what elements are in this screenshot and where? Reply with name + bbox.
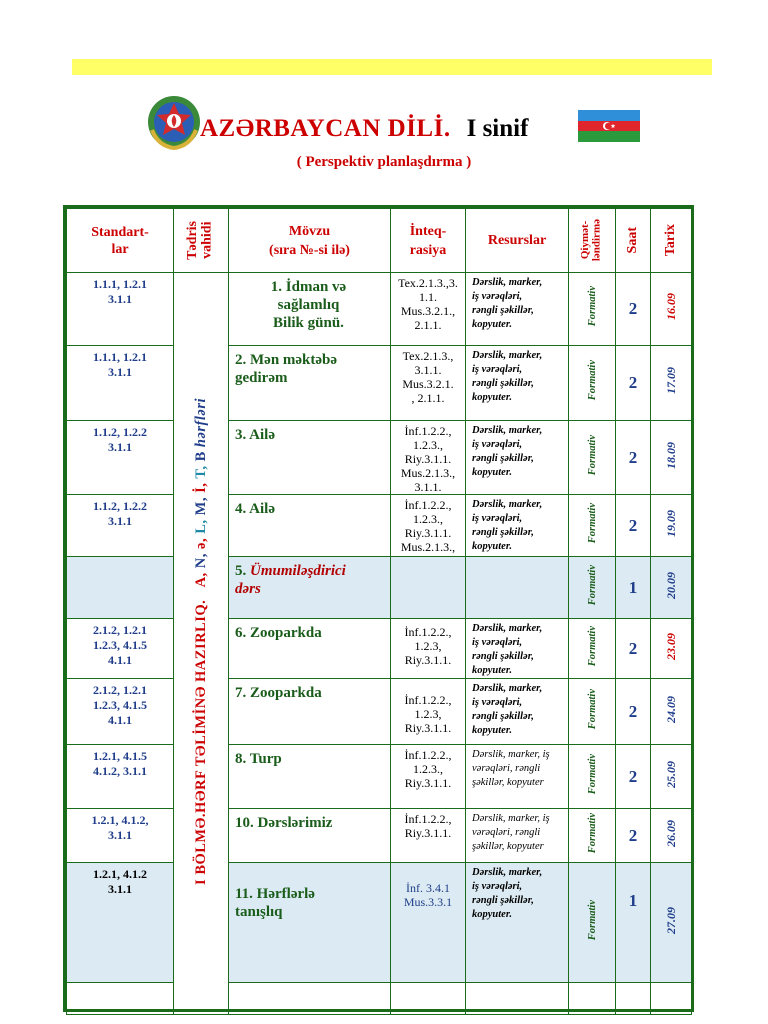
assessment-text: Formativ bbox=[586, 360, 598, 401]
date-text: 27.09 bbox=[663, 906, 678, 934]
unit-part-text: I BÖLMƏ. bbox=[192, 812, 209, 885]
resources-text: Dərslik, marker, iş vərəqləri, rəngli şəkillər, kopyuter bbox=[472, 813, 550, 852]
table-row bbox=[67, 421, 692, 495]
document-title bbox=[200, 115, 528, 143]
date-cell bbox=[651, 679, 692, 745]
unit-letter: L, bbox=[192, 518, 209, 538]
integration-text: İnf.1.2.2., Riy.3.1.1. bbox=[404, 812, 452, 840]
empty-cell bbox=[466, 983, 569, 1015]
standards-text: 1.2.1, 4.1.2, 3.1.1 bbox=[91, 813, 149, 842]
empty-cell bbox=[616, 983, 651, 1015]
unit-letter: ə, bbox=[192, 537, 209, 553]
topic-text: 7. Zooparkda bbox=[235, 685, 322, 701]
standards-text: 1.1.1, 1.2.1 3.1.1 bbox=[93, 350, 147, 379]
integration-text: İnf.1.2.2., 1.2.3, Riy.3.1.1. bbox=[404, 693, 452, 735]
resources-text: Dərslik, marker, iş vərəqləri, rəngli şəkillər, kopyuter. bbox=[472, 623, 543, 676]
date-text: 16.09 bbox=[663, 293, 678, 320]
topic-text: 10. Dərslərimiz bbox=[235, 815, 333, 831]
integration-text: Tex.2.1.3.,3. 1.1. Mus.3.2.1., 2.1.1. bbox=[398, 276, 458, 332]
topic-cell bbox=[229, 809, 391, 863]
azerbaijan-emblem-icon bbox=[146, 94, 202, 150]
resources-cell bbox=[466, 619, 569, 679]
table-row bbox=[67, 495, 692, 557]
top-highlight-bar bbox=[72, 59, 712, 75]
integration-text: İnf.1.2.2., 1.2.3, Riy.3.1.1. bbox=[404, 625, 452, 667]
standards-text: 1.1.2, 1.2.2 3.1.1 bbox=[93, 425, 147, 454]
assessment-text: Formativ bbox=[586, 688, 598, 730]
header-date bbox=[651, 209, 692, 273]
hours-cell: 2 bbox=[616, 679, 651, 745]
date-text: 24.09 bbox=[663, 695, 678, 723]
standards-text: 1.1.1, 1.2.1 3.1.1 bbox=[93, 277, 147, 306]
integration-text: İnf.1.2.2., 1.2.3., Riy.3.1.1. Mus.2.1.3., bbox=[400, 498, 456, 554]
topic-text: Ümumiləşdirici dərs bbox=[235, 563, 346, 597]
topic-cell bbox=[229, 863, 391, 983]
date-text: 20.09 bbox=[663, 571, 678, 599]
unit-letter: A, bbox=[192, 571, 209, 587]
header-date-text: Tarix bbox=[662, 224, 678, 257]
integration-cell bbox=[391, 809, 466, 863]
assessment-text: Formativ bbox=[586, 502, 598, 544]
topic-cell bbox=[229, 495, 391, 557]
standards-cell bbox=[67, 273, 174, 346]
integration-cell bbox=[391, 863, 466, 983]
header-standards bbox=[67, 209, 174, 273]
assessment-text: Formativ bbox=[586, 286, 598, 327]
topic-text: 4. Ailə bbox=[235, 501, 275, 517]
hours-cell: 2 bbox=[616, 273, 651, 346]
unit-letter: N, bbox=[192, 552, 209, 572]
date-cell bbox=[651, 863, 692, 983]
assessment-cell bbox=[569, 863, 616, 983]
standards-cell bbox=[67, 421, 174, 495]
empty-cell bbox=[67, 983, 174, 1015]
assessment-text: Formativ bbox=[586, 753, 598, 795]
resources-cell bbox=[466, 745, 569, 809]
empty-cell bbox=[651, 983, 692, 1015]
resources-text: Dərslik, marker, iş vərəqləri, rəngli şəkillər, kopyuter. bbox=[472, 499, 543, 552]
standards-cell bbox=[67, 557, 174, 619]
resources-text: Dərslik, marker, iş vərəqləri, rəngli şəkillər, kopyuter. bbox=[472, 867, 543, 920]
date-text: 25.09 bbox=[663, 760, 678, 788]
standards-text: 1.2.1, 4.1.5 4.1.2, 3.1.1 bbox=[93, 749, 147, 778]
hours-cell: 2 bbox=[616, 809, 651, 863]
topic-cell bbox=[229, 679, 391, 745]
hours-cell: 1 bbox=[616, 557, 651, 619]
unit-cell bbox=[174, 273, 229, 1015]
unit-preparation-text: HƏRF TƏLİMİNƏ HAZIRLIQ. bbox=[192, 599, 209, 813]
assessment-cell bbox=[569, 557, 616, 619]
integration-cell bbox=[391, 745, 466, 809]
date-text: 18.09 bbox=[663, 441, 678, 469]
header-hours-text: Saat bbox=[624, 227, 640, 254]
hours-cell: 2 bbox=[616, 421, 651, 495]
azerbaijan-flag-icon bbox=[578, 110, 640, 142]
table-row bbox=[67, 557, 692, 619]
date-cell bbox=[651, 745, 692, 809]
plan-table-frame bbox=[63, 205, 694, 1012]
resources-text: Dərslik, marker, iş vərəqləri, rəngli şəkillər, kopyuter bbox=[472, 749, 550, 788]
assessment-cell bbox=[569, 273, 616, 346]
topic-text: 3. Ailə bbox=[235, 427, 275, 443]
integration-cell bbox=[391, 495, 466, 557]
topic-cell bbox=[229, 421, 391, 495]
empty-cell bbox=[229, 983, 391, 1015]
document-subtitle: ( Perspektiv planlaşdırma ) bbox=[296, 154, 472, 170]
integration-text: İnf.1.2.2., 1.2.3., Riy.3.1.1. Mus.2.1.3., 3.1.1. bbox=[400, 424, 456, 494]
assessment-text: Formativ bbox=[586, 434, 598, 476]
assessment-cell bbox=[569, 745, 616, 809]
empty-cell bbox=[569, 983, 616, 1015]
topic-text: 8. Turp bbox=[235, 751, 282, 767]
table-row bbox=[67, 745, 692, 809]
integration-text: İnf. 3.4.1 Mus.3.3.1 bbox=[403, 881, 453, 909]
unit-title bbox=[193, 398, 210, 885]
unit-letters-suffix: hərfləri bbox=[192, 397, 209, 451]
standards-cell bbox=[67, 745, 174, 809]
standards-cell bbox=[67, 346, 174, 421]
resources-cell bbox=[466, 679, 569, 745]
standards-text: 2.1.2, 1.2.1 1.2.3, 4.1.5 4.1.1 bbox=[93, 683, 147, 727]
header-resources-text: Resurslar bbox=[487, 232, 547, 248]
integration-cell bbox=[391, 557, 466, 619]
standards-text: 1.2.1, 4.1.2 3.1.1 bbox=[93, 867, 147, 896]
assessment-cell bbox=[569, 421, 616, 495]
topic-text: 1. İdman və sağlamlıq Bilik günü. bbox=[270, 279, 347, 331]
hours-cell: 2 bbox=[616, 745, 651, 809]
date-cell bbox=[651, 619, 692, 679]
header-hours bbox=[616, 209, 651, 273]
table-row bbox=[67, 273, 692, 346]
header-unit bbox=[174, 209, 229, 273]
assessment-cell bbox=[569, 495, 616, 557]
integration-cell bbox=[391, 346, 466, 421]
resources-cell bbox=[466, 809, 569, 863]
assessment-text: Formativ bbox=[586, 812, 598, 854]
standards-cell bbox=[67, 863, 174, 983]
integration-cell bbox=[391, 273, 466, 346]
header-standards-text: Standart- lar bbox=[91, 224, 149, 257]
date-text: 26.09 bbox=[663, 819, 678, 847]
header-integration-text: İnteq- rasiya bbox=[409, 223, 447, 258]
resources-text: Dərslik, marker, iş vərəqləri, rəngli şəkillər, kopyuter. bbox=[472, 683, 543, 736]
date-cell bbox=[651, 421, 692, 495]
hours-cell: 2 bbox=[616, 619, 651, 679]
topic-number: 5. bbox=[235, 563, 247, 579]
table-row bbox=[67, 346, 692, 421]
integration-cell bbox=[391, 679, 466, 745]
empty-cell bbox=[391, 983, 466, 1015]
date-cell bbox=[651, 557, 692, 619]
integration-cell bbox=[391, 421, 466, 495]
resources-text: Dərslik, marker, iş vərəqləri, rəngli şəkillər, kopyuter. bbox=[472, 277, 543, 330]
unit-letter: İ, bbox=[192, 482, 209, 497]
integration-cell bbox=[391, 619, 466, 679]
assessment-cell bbox=[569, 619, 616, 679]
resources-cell bbox=[466, 863, 569, 983]
title-subject: AZƏRBAYCAN DİLİ. bbox=[200, 115, 451, 142]
unit-letter: B bbox=[192, 450, 209, 466]
header-topic-text: Mövzu (sıra №-si ilə) bbox=[269, 223, 350, 258]
table-row bbox=[67, 809, 692, 863]
topic-cell bbox=[229, 745, 391, 809]
integration-text: Tex.2.1.3., 3.1.1. Mus.3.2.1. , 2.1.1. bbox=[402, 349, 454, 405]
resources-cell bbox=[466, 495, 569, 557]
header-unit-text: Tədris vahidi bbox=[185, 221, 215, 260]
date-text: 17.09 bbox=[663, 367, 678, 394]
header-assessment bbox=[569, 209, 616, 273]
header-topic bbox=[229, 209, 391, 273]
topic-cell bbox=[229, 557, 391, 619]
standards-cell bbox=[67, 809, 174, 863]
unit-letter: T, bbox=[192, 465, 209, 483]
date-cell bbox=[651, 495, 692, 557]
resources-cell bbox=[466, 273, 569, 346]
table-row bbox=[67, 679, 692, 745]
assessment-text: Formativ bbox=[586, 564, 598, 606]
topic-cell bbox=[229, 273, 391, 346]
date-cell bbox=[651, 809, 692, 863]
table-row bbox=[67, 863, 692, 983]
unit-letter: M, bbox=[192, 496, 209, 519]
standards-cell bbox=[67, 679, 174, 745]
table-row bbox=[67, 619, 692, 679]
standards-cell bbox=[67, 495, 174, 557]
resources-text: Dərslik, marker, iş vərəqləri, rəngli şəkillər, kopyuter. bbox=[472, 425, 543, 478]
plan-table bbox=[66, 208, 692, 1015]
assessment-cell bbox=[569, 346, 616, 421]
header-integration bbox=[391, 209, 466, 273]
hours-cell: 2 bbox=[616, 346, 651, 421]
header-resources bbox=[466, 209, 569, 273]
standards-text: 2.1.2, 1.2.1 1.2.3, 4.1.5 4.1.1 bbox=[93, 623, 147, 667]
title-grade: I sinif bbox=[466, 115, 529, 142]
topic-cell bbox=[229, 619, 391, 679]
integration-text: İnf.1.2.2., 1.2.3., Riy.3.1.1. bbox=[404, 748, 452, 790]
assessment-cell bbox=[569, 809, 616, 863]
date-text: 23.09 bbox=[663, 632, 678, 660]
topic-text: 6. Zooparkda bbox=[235, 625, 322, 641]
topic-text: 2. Mən məktəbə gedirəm bbox=[235, 352, 338, 386]
resources-cell bbox=[466, 557, 569, 619]
assessment-cell bbox=[569, 679, 616, 745]
header-assessment-text: Qiymət- ləndirmə bbox=[579, 219, 603, 262]
date-text: 19.09 bbox=[663, 509, 678, 537]
hours-cell: 1 bbox=[616, 863, 651, 983]
topic-text: 11. Hərflərlə tanışlıq bbox=[235, 886, 315, 920]
assessment-text: Formativ bbox=[586, 625, 598, 667]
assessment-text: Formativ bbox=[586, 899, 598, 941]
standards-cell bbox=[67, 619, 174, 679]
resources-cell bbox=[466, 421, 569, 495]
date-cell bbox=[651, 346, 692, 421]
topic-cell bbox=[229, 346, 391, 421]
date-cell bbox=[651, 273, 692, 346]
table-row bbox=[67, 983, 692, 1015]
hours-cell: 2 bbox=[616, 495, 651, 557]
header-row bbox=[67, 209, 692, 273]
resources-text: Dərslik, marker, iş vərəqləri, rəngli şəkillər, kopyuter. bbox=[472, 350, 543, 403]
standards-text: 1.1.2, 1.2.2 3.1.1 bbox=[93, 499, 147, 528]
resources-cell bbox=[466, 346, 569, 421]
